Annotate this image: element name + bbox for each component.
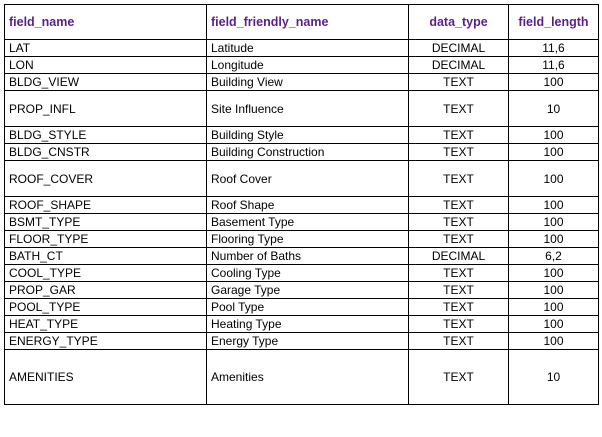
cell-friendly-name: Energy Type: [207, 333, 409, 350]
cell-field-length: 10: [509, 91, 599, 127]
table-row: [5, 214, 599, 231]
cell-field-length: 100: [509, 197, 599, 214]
cell-field-name: BSMT_TYPE: [5, 214, 207, 231]
cell-data-type: TEXT: [409, 144, 509, 161]
cell-data-type: TEXT: [409, 161, 509, 197]
header-row: [5, 5, 599, 40]
cell-field-length: 100: [509, 231, 599, 248]
cell-friendly-name: Site Influence: [207, 91, 409, 127]
table-row: [5, 316, 599, 333]
cell-friendly-name: Number of Baths: [207, 248, 409, 265]
cell-data-type: TEXT: [409, 350, 509, 405]
cell-data-type: TEXT: [409, 299, 509, 316]
header-data-type: data_type: [409, 5, 509, 40]
cell-field-name: ENERGY_TYPE: [5, 333, 207, 350]
cell-field-length: 11,6: [509, 40, 599, 57]
cell-data-type: DECIMAL: [409, 57, 509, 74]
cell-field-length: 100: [509, 265, 599, 282]
cell-field-length: 100: [509, 316, 599, 333]
cell-field-length: 100: [509, 299, 599, 316]
cell-field-name: ROOF_COVER: [5, 161, 207, 197]
cell-field-length: 100: [509, 127, 599, 144]
table-row: [5, 127, 599, 144]
cell-friendly-name: Building View: [207, 74, 409, 91]
table-body: [5, 40, 599, 405]
table-row: [5, 197, 599, 214]
cell-field-name: PROP_GAR: [5, 282, 207, 299]
cell-data-type: TEXT: [409, 231, 509, 248]
cell-friendly-name: Basement Type: [207, 214, 409, 231]
table-row: [5, 265, 599, 282]
cell-friendly-name: Longitude: [207, 57, 409, 74]
table-row: [5, 231, 599, 248]
cell-field-name: BATH_CT: [5, 248, 207, 265]
cell-friendly-name: Heating Type: [207, 316, 409, 333]
cell-field-name: FLOOR_TYPE: [5, 231, 207, 248]
cell-field-name: LON: [5, 57, 207, 74]
cell-field-name: ROOF_SHAPE: [5, 197, 207, 214]
cell-field-name: HEAT_TYPE: [5, 316, 207, 333]
table-row: [5, 91, 599, 127]
cell-field-length: 100: [509, 282, 599, 299]
table-row: [5, 248, 599, 265]
table-row: [5, 40, 599, 57]
cell-friendly-name: Roof Cover: [207, 161, 409, 197]
table-row: [5, 144, 599, 161]
header-field-friendly-name: field_friendly_name: [207, 5, 409, 40]
header-field-length: field_length: [509, 5, 599, 40]
table-row: [5, 333, 599, 350]
cell-field-name: LAT: [5, 40, 207, 57]
cell-data-type: TEXT: [409, 316, 509, 333]
cell-data-type: TEXT: [409, 214, 509, 231]
cell-field-length: 6,2: [509, 248, 599, 265]
table-row: [5, 350, 599, 405]
cell-data-type: TEXT: [409, 197, 509, 214]
cell-field-length: 100: [509, 144, 599, 161]
cell-field-name: BLDG_CNSTR: [5, 144, 207, 161]
cell-data-type: DECIMAL: [409, 40, 509, 57]
cell-field-name: AMENITIES: [5, 350, 207, 405]
table-row: [5, 299, 599, 316]
cell-field-name: BLDG_STYLE: [5, 127, 207, 144]
cell-field-length: 10: [509, 350, 599, 405]
cell-data-type: TEXT: [409, 127, 509, 144]
cell-field-length: 100: [509, 333, 599, 350]
cell-field-length: 100: [509, 161, 599, 197]
cell-friendly-name: Building Construction: [207, 144, 409, 161]
cell-friendly-name: Building Style: [207, 127, 409, 144]
cell-friendly-name: Flooring Type: [207, 231, 409, 248]
cell-friendly-name: Garage Type: [207, 282, 409, 299]
field-definitions-table: [4, 4, 599, 405]
cell-friendly-name: Latitude: [207, 40, 409, 57]
cell-field-name: POOL_TYPE: [5, 299, 207, 316]
table-row: [5, 161, 599, 197]
cell-friendly-name: Cooling Type: [207, 265, 409, 282]
cell-field-length: 100: [509, 214, 599, 231]
table-row: [5, 74, 599, 91]
cell-field-length: 100: [509, 74, 599, 91]
header-field-name: field_name: [5, 5, 207, 40]
cell-field-name: COOL_TYPE: [5, 265, 207, 282]
cell-field-name: PROP_INFL: [5, 91, 207, 127]
cell-data-type: TEXT: [409, 91, 509, 127]
cell-field-name: BLDG_VIEW: [5, 74, 207, 91]
cell-data-type: DECIMAL: [409, 248, 509, 265]
cell-data-type: TEXT: [409, 265, 509, 282]
cell-data-type: TEXT: [409, 74, 509, 91]
cell-friendly-name: Roof Shape: [207, 197, 409, 214]
cell-data-type: TEXT: [409, 282, 509, 299]
cell-field-length: 11,6: [509, 57, 599, 74]
table-row: [5, 57, 599, 74]
cell-data-type: TEXT: [409, 333, 509, 350]
cell-friendly-name: Amenities: [207, 350, 409, 405]
table-row: [5, 282, 599, 299]
cell-friendly-name: Pool Type: [207, 299, 409, 316]
